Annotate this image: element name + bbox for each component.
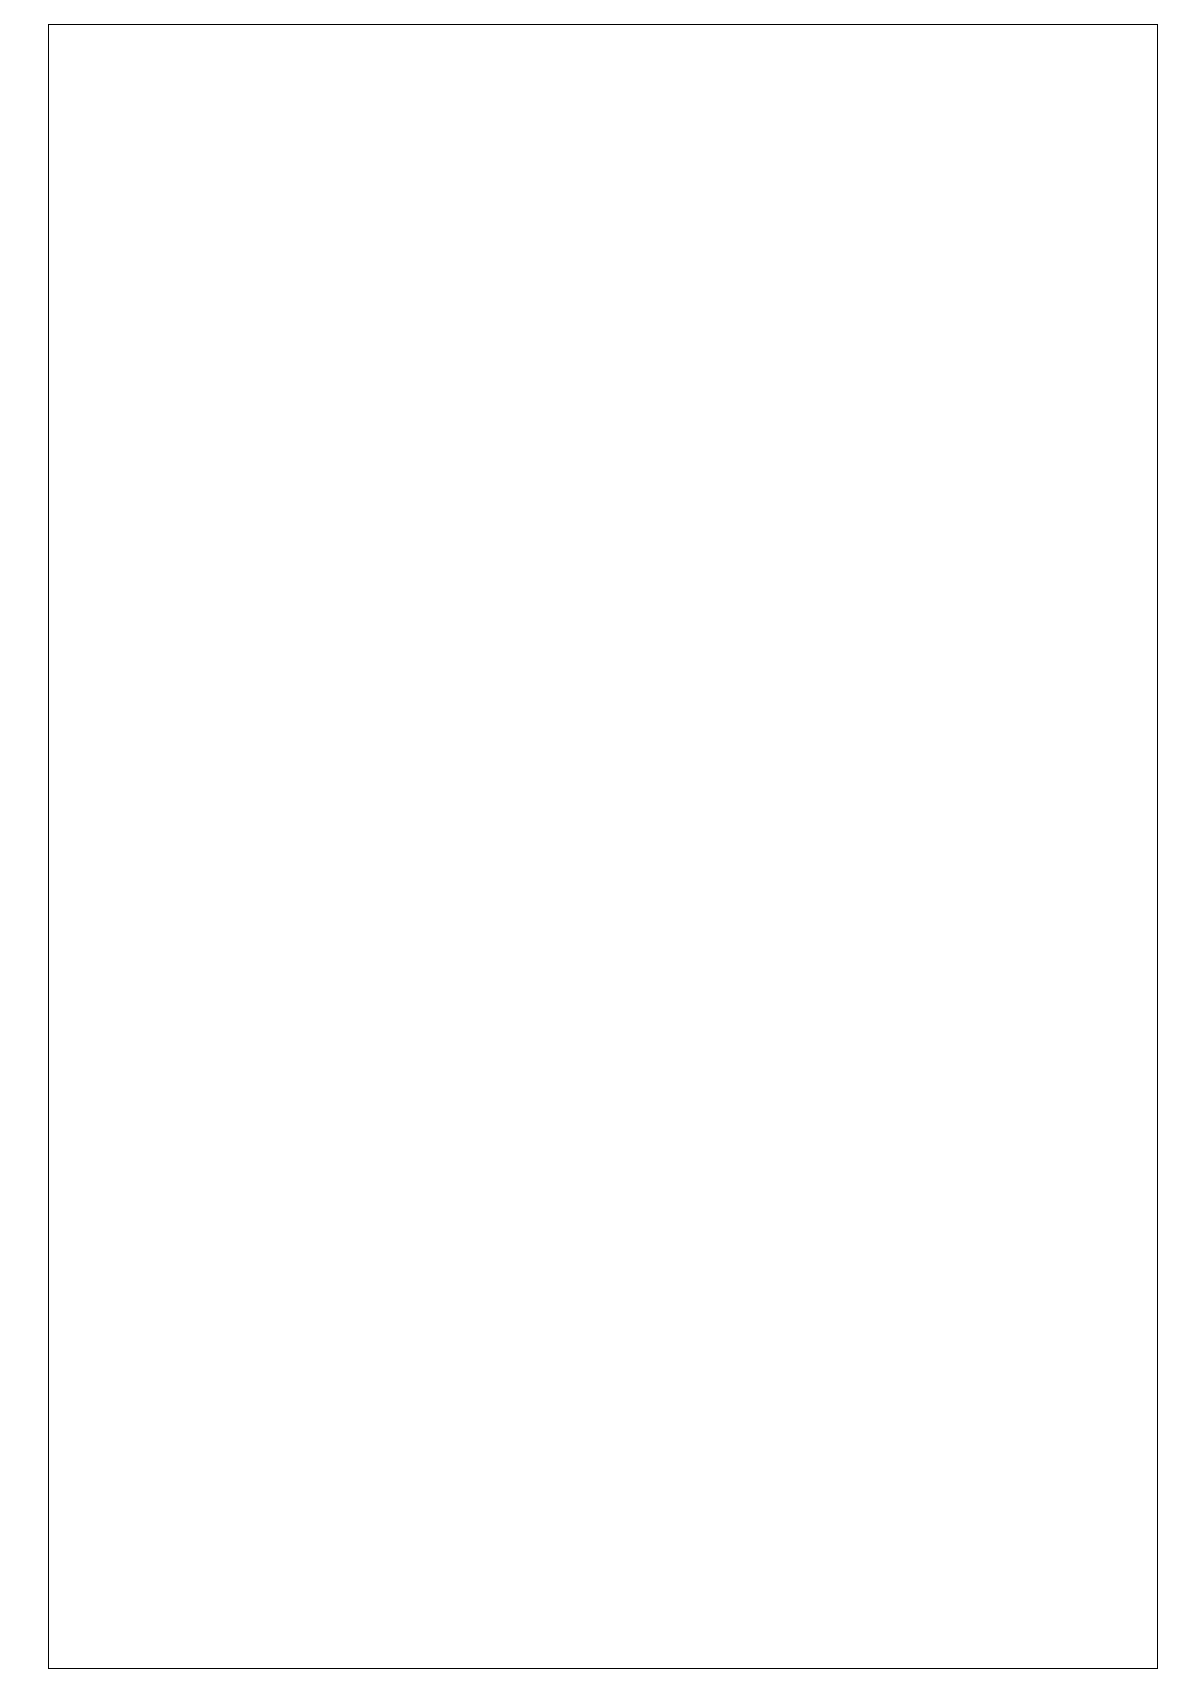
- page-frame: [48, 24, 1158, 1669]
